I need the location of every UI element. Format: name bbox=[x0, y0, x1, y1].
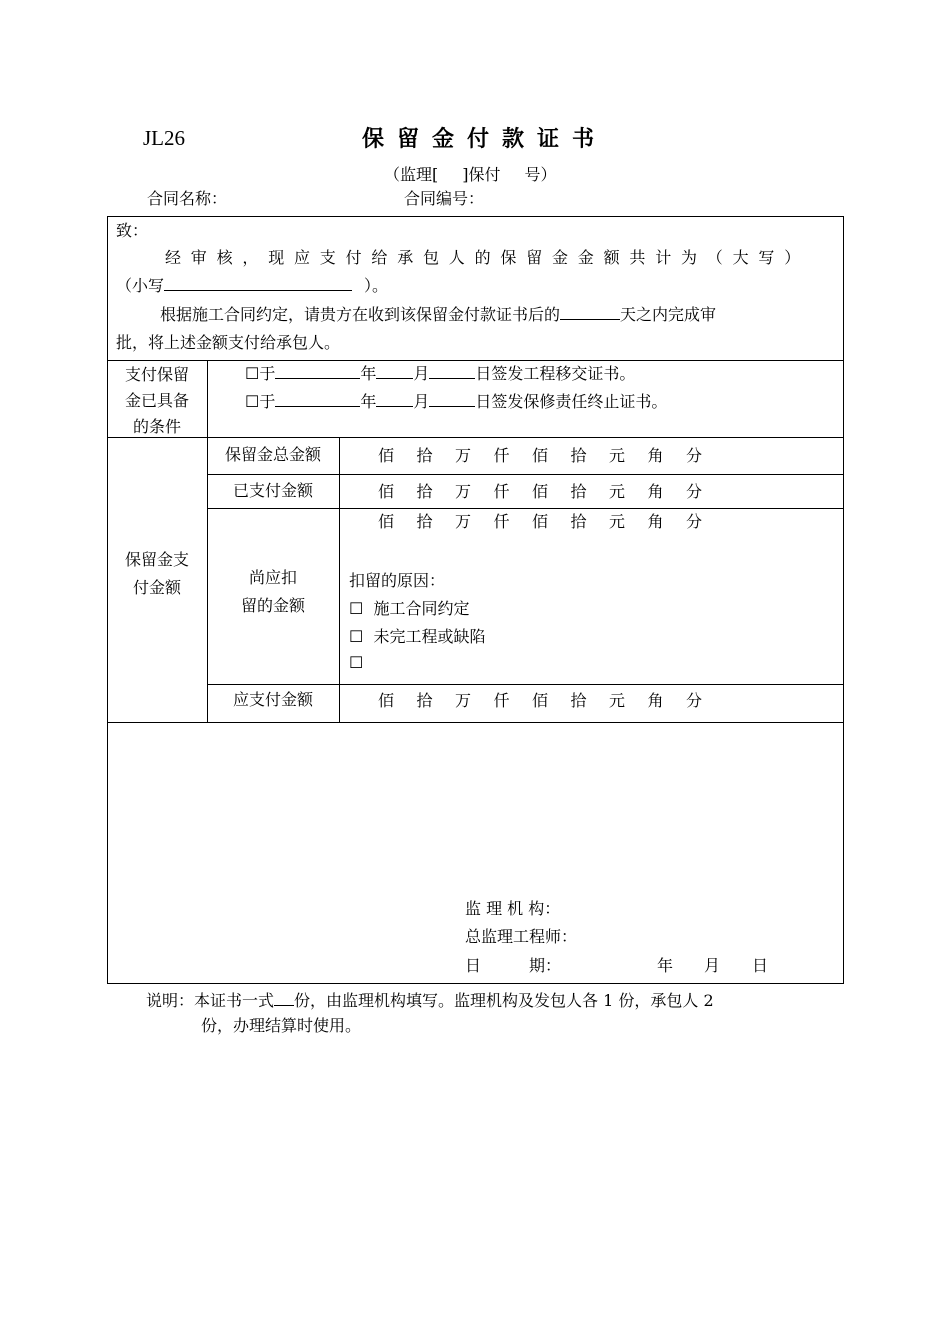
amount-unit: 拾 bbox=[416, 512, 433, 531]
form-code: JL26 bbox=[143, 126, 185, 150]
amount-units-total bbox=[378, 443, 725, 466]
amount-unit: 佰 bbox=[378, 512, 395, 531]
divider bbox=[207, 360, 208, 722]
month-label: 月 bbox=[413, 392, 430, 411]
amount-unit: 佰 bbox=[532, 691, 549, 710]
amount-unit: 佰 bbox=[532, 512, 549, 531]
sign-month-label: 月 bbox=[704, 956, 721, 975]
withhold-reason-defects bbox=[349, 624, 486, 647]
copies-blank bbox=[274, 989, 294, 1006]
withhold-reason-label: 扣留的原因： bbox=[349, 571, 446, 590]
amount-unit: 拾 bbox=[416, 482, 433, 501]
withhold-reason-other bbox=[349, 653, 363, 672]
amount-unit: 角 bbox=[647, 512, 664, 531]
checkbox[interactable]: ☐ bbox=[245, 392, 260, 411]
amount-section-label-line: 付金额 bbox=[132, 578, 181, 597]
month-blank bbox=[376, 390, 413, 407]
amount-unit: 元 bbox=[609, 446, 626, 465]
days-blank bbox=[560, 303, 620, 320]
row-label-paid: 已支付金额 bbox=[232, 481, 313, 500]
notice-line-3-suffix: 天之内完成审 bbox=[620, 305, 717, 324]
amount-unit: 分 bbox=[686, 512, 703, 531]
amount-unit: 佰 bbox=[532, 482, 549, 501]
form-number-suffix: 号） bbox=[524, 165, 557, 184]
year-label: 年 bbox=[360, 392, 377, 411]
condition-warranty-certificate bbox=[245, 389, 667, 412]
amount-unit: 佰 bbox=[378, 482, 395, 501]
supervision-agency-label: 监 理 机 构： bbox=[465, 899, 561, 918]
amount-unit: 角 bbox=[647, 446, 664, 465]
amount-unit: 拾 bbox=[570, 482, 587, 501]
amount-unit: 佰 bbox=[378, 691, 395, 710]
row-label-total: 保留金总金额 bbox=[224, 445, 321, 464]
addressee-label: 致： bbox=[116, 221, 149, 240]
divider bbox=[207, 684, 844, 685]
amount-unit: 佰 bbox=[532, 446, 549, 465]
amount-unit: 万 bbox=[455, 446, 472, 465]
sign-day-label: 日 bbox=[752, 956, 769, 975]
checkbox[interactable]: ☐ bbox=[349, 627, 364, 646]
amount-unit: 分 bbox=[686, 446, 703, 465]
amount-unit: 仟 bbox=[493, 691, 510, 710]
amount-unit: 角 bbox=[647, 691, 664, 710]
conditions-label-line: 的条件 bbox=[132, 417, 181, 436]
notice-line-2 bbox=[116, 273, 388, 296]
date-label: 日 期： bbox=[465, 956, 562, 975]
notice-line-3-prefix: 根据施工合同约定，请贵方在收到该保留金付款证书后的 bbox=[160, 305, 561, 324]
conditions-label-line: 金已具备 bbox=[124, 391, 189, 410]
condition-prefix: 于 bbox=[259, 392, 276, 411]
amount-unit: 分 bbox=[686, 691, 703, 710]
amount-section-label-line: 保留金支 bbox=[124, 550, 189, 569]
month-label: 月 bbox=[413, 364, 430, 383]
amount-unit: 分 bbox=[686, 482, 703, 501]
condition-handover-certificate bbox=[245, 361, 635, 384]
notice-line-3 bbox=[160, 302, 716, 325]
amount-unit: 佰 bbox=[378, 446, 395, 465]
year-label: 年 bbox=[360, 364, 377, 383]
page-title: 保留金付款证书 bbox=[362, 127, 608, 152]
amount-unit: 拾 bbox=[416, 691, 433, 710]
contract-number-label: 合同编号： bbox=[404, 189, 485, 208]
amount-units-paid bbox=[378, 479, 725, 502]
amount-unit: 元 bbox=[609, 512, 626, 531]
day-blank bbox=[429, 390, 475, 407]
conditions-label bbox=[107, 362, 207, 440]
divider bbox=[107, 437, 844, 438]
amount-unit: 万 bbox=[455, 512, 472, 531]
amount-units-withhold bbox=[378, 509, 725, 532]
amount-unit: 万 bbox=[455, 482, 472, 501]
contract-name-label: 合同名称： bbox=[147, 189, 228, 208]
checkbox[interactable]: ☐ bbox=[245, 364, 260, 383]
amount-unit: 拾 bbox=[570, 691, 587, 710]
row-label-withhold-line: 留的金额 bbox=[240, 596, 305, 615]
year-blank bbox=[275, 362, 360, 379]
footnote-suffix: 份，由监理机构填写。监理机构及发包人各 1 份，承包人 2 bbox=[294, 991, 714, 1010]
condition-prefix: 于 bbox=[259, 364, 276, 383]
month-blank bbox=[376, 362, 413, 379]
footnote-line-1 bbox=[146, 988, 714, 1011]
amount-unit: 万 bbox=[455, 691, 472, 710]
lowercase-amount-blank bbox=[164, 274, 352, 291]
amount-section-label bbox=[107, 546, 207, 602]
divider bbox=[207, 474, 844, 475]
amount-units-payable bbox=[378, 688, 725, 711]
amount-unit: 仟 bbox=[493, 446, 510, 465]
divider bbox=[339, 437, 340, 722]
reason-text: 施工合同约定 bbox=[373, 599, 470, 618]
notice-line-2-suffix: ）。 bbox=[364, 276, 389, 295]
row-label-payable: 应支付金额 bbox=[232, 690, 313, 709]
amount-unit: 元 bbox=[609, 482, 626, 501]
amount-unit: 元 bbox=[609, 691, 626, 710]
condition-text: 日签发保修责任终止证书。 bbox=[475, 392, 668, 411]
form-number-prefix: （监理[ bbox=[384, 165, 439, 184]
conditions-label-line: 支付保留 bbox=[124, 365, 189, 384]
condition-text: 日签发工程移交证书。 bbox=[475, 364, 636, 383]
divider bbox=[107, 722, 844, 723]
notice-line-4: 批，将上述金额支付给承包人。 bbox=[116, 333, 341, 352]
amount-unit: 拾 bbox=[570, 446, 587, 465]
checkbox[interactable]: ☐ bbox=[349, 653, 364, 672]
footnote-prefix: 说明：本证书一式 bbox=[146, 991, 275, 1010]
footnote-line-2: 份，办理结算时使用。 bbox=[201, 1016, 362, 1035]
year-blank bbox=[275, 390, 360, 407]
amount-unit: 角 bbox=[647, 482, 664, 501]
notice-line-1: 经审核，现应支付给承包人的保留金金额共计为（大写） bbox=[165, 248, 811, 267]
day-blank bbox=[429, 362, 475, 379]
row-label-withhold-line: 尚应扣 bbox=[248, 568, 297, 587]
amount-unit: 拾 bbox=[570, 512, 587, 531]
lowercase-amount-label: （小写 bbox=[116, 276, 165, 295]
form-number bbox=[384, 162, 557, 185]
form-number-mid: ]保付 bbox=[462, 165, 501, 184]
reason-text: 未完工程或缺陷 bbox=[373, 627, 486, 646]
sign-year-label: 年 bbox=[657, 956, 674, 975]
row-label-withhold bbox=[207, 564, 339, 620]
amount-unit: 拾 bbox=[416, 446, 433, 465]
amount-unit: 仟 bbox=[493, 482, 510, 501]
amount-unit: 仟 bbox=[493, 512, 510, 531]
withhold-reason-contract bbox=[349, 596, 470, 619]
chief-engineer-label: 总监理工程师： bbox=[465, 927, 578, 946]
checkbox[interactable]: ☐ bbox=[349, 599, 364, 618]
